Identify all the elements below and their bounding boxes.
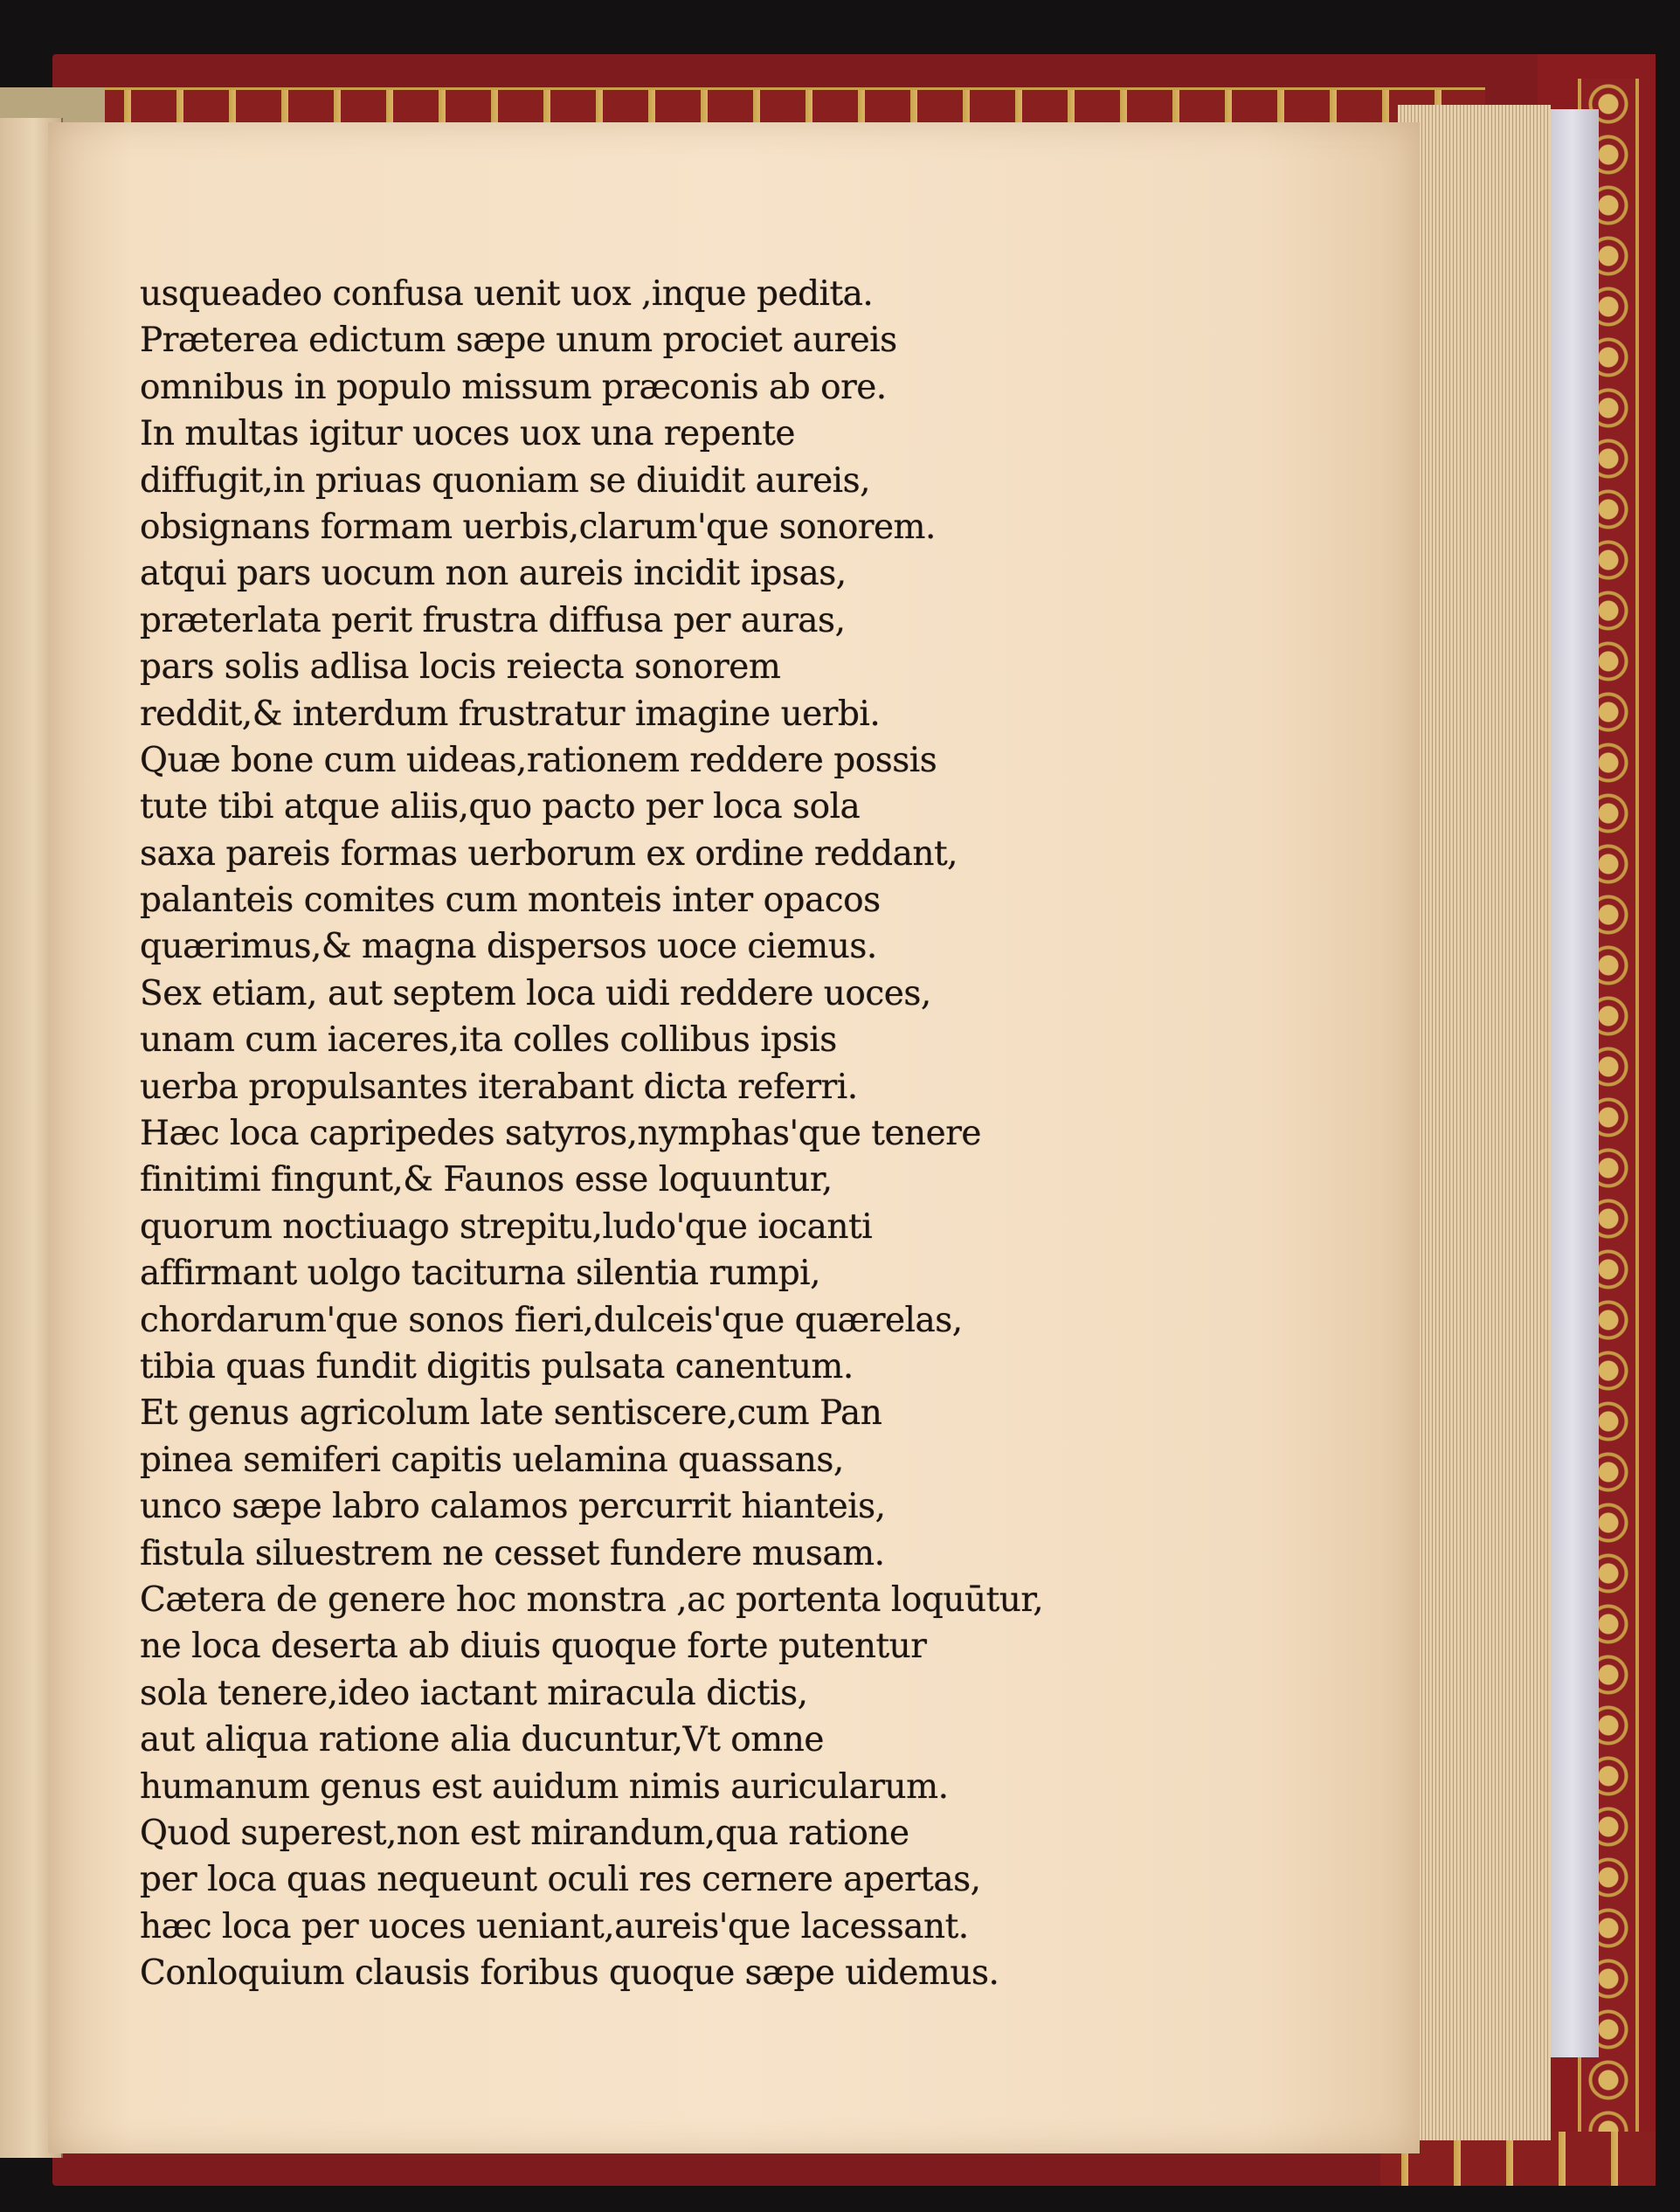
- endpaper: [1546, 109, 1599, 2057]
- text-line: saxa pareis formas uerborum ex ordine reddant,: [140, 833, 958, 874]
- text-line: Præterea edictum sæpe unum prociet aureis: [140, 321, 897, 361]
- text-line: humanum genus est auidum nimis auricularum.: [140, 1766, 949, 1807]
- text-line: pinea semiferi capitis uelamina quassans,: [140, 1440, 844, 1480]
- text-line: tibia quas fundit digitis pulsata canentum.: [140, 1346, 854, 1386]
- text-line: Quæ bone cum uideas,rationem reddere possis: [140, 740, 937, 780]
- text-line: unco sæpe labro calamos percurrit hianteis,: [140, 1487, 886, 1527]
- text-line: Sex etiam, aut septem loca uidi reddere uoces,: [140, 973, 931, 1013]
- text-line: usqueadeo confusa uenit uox ,inque pedita.: [140, 274, 874, 314]
- text-line: hæc loca per uoces ueniant,aureis'que lacessant.: [140, 1906, 969, 1946]
- text-line: uerba propulsantes iterabant dicta referri.: [140, 1067, 858, 1107]
- text-line: In multas igitur uoces uox una repente: [140, 414, 796, 454]
- text-line: diffugit,in priuas quoniam se diuidit aureis,: [140, 460, 871, 501]
- text-line: chordarum'que sonos fieri,dulceis'que quærelas,: [140, 1300, 963, 1340]
- text-line: pars solis adlisa locis reiecta sonorem: [140, 647, 781, 688]
- text-line: per loca quas nequeunt oculi res cernere apertas,: [140, 1860, 981, 1900]
- text-line: Cætera de genere hoc monstra ,ac portenta loquūtur,: [140, 1580, 1044, 1620]
- text-line: palanteis comites cum monteis inter opacos: [140, 881, 881, 921]
- text-line: unam cum iaceres,ita colles collibus ipsis: [140, 1020, 837, 1061]
- text-line: finitimi fingunt,& Faunos esse loquuntur,: [140, 1160, 833, 1200]
- text-line: obsignans formam uerbis,clarum'que sonorem.: [140, 507, 936, 547]
- text-line: affirmant uolgo taciturna silentia rumpi,: [140, 1254, 821, 1294]
- text-line: Hæc loca capripedes satyros,nymphas'que tenere: [140, 1114, 981, 1154]
- text-line: omnibus in populo missum præconis ab ore.: [140, 367, 887, 407]
- text-line: ne loca deserta ab diuis quoque forte putentur: [140, 1627, 927, 1667]
- show-through-text: [1061, 384, 1428, 1887]
- text-line: Et genus agricolum late sentiscere,cum Pan: [140, 1393, 882, 1434]
- text-line: atqui pars uocum non aureis incidit ipsas,: [140, 554, 847, 594]
- text-line: tute tibi atque aliis,quo pacto per loca sola: [140, 787, 861, 827]
- text-line: Quod superest,non est mirandum,qua ratione: [140, 1813, 909, 1853]
- text-line: fistula siluestrem ne cesset fundere musam.: [140, 1533, 885, 1573]
- text-line: reddit,& interdum frustratur imagine uerbi.: [140, 694, 881, 734]
- text-line: præterlata perit frustra diffusa per auras,: [140, 600, 846, 640]
- text-line: Conloquium clausis foribus quoque sæpe uidemus.: [140, 1953, 999, 1994]
- text-line: quærimus,& magna dispersos uoce ciemus.: [140, 927, 877, 967]
- text-line: aut aliqua ratione alia ducuntur,Vt omne: [140, 1720, 824, 1760]
- text-line: sola tenere,ideo iactant miracula dictis,: [140, 1673, 808, 1713]
- text-line: quorum noctiuago strepitu,ludo'que iocanti: [140, 1206, 873, 1247]
- poem-text: [140, 271, 1066, 1996]
